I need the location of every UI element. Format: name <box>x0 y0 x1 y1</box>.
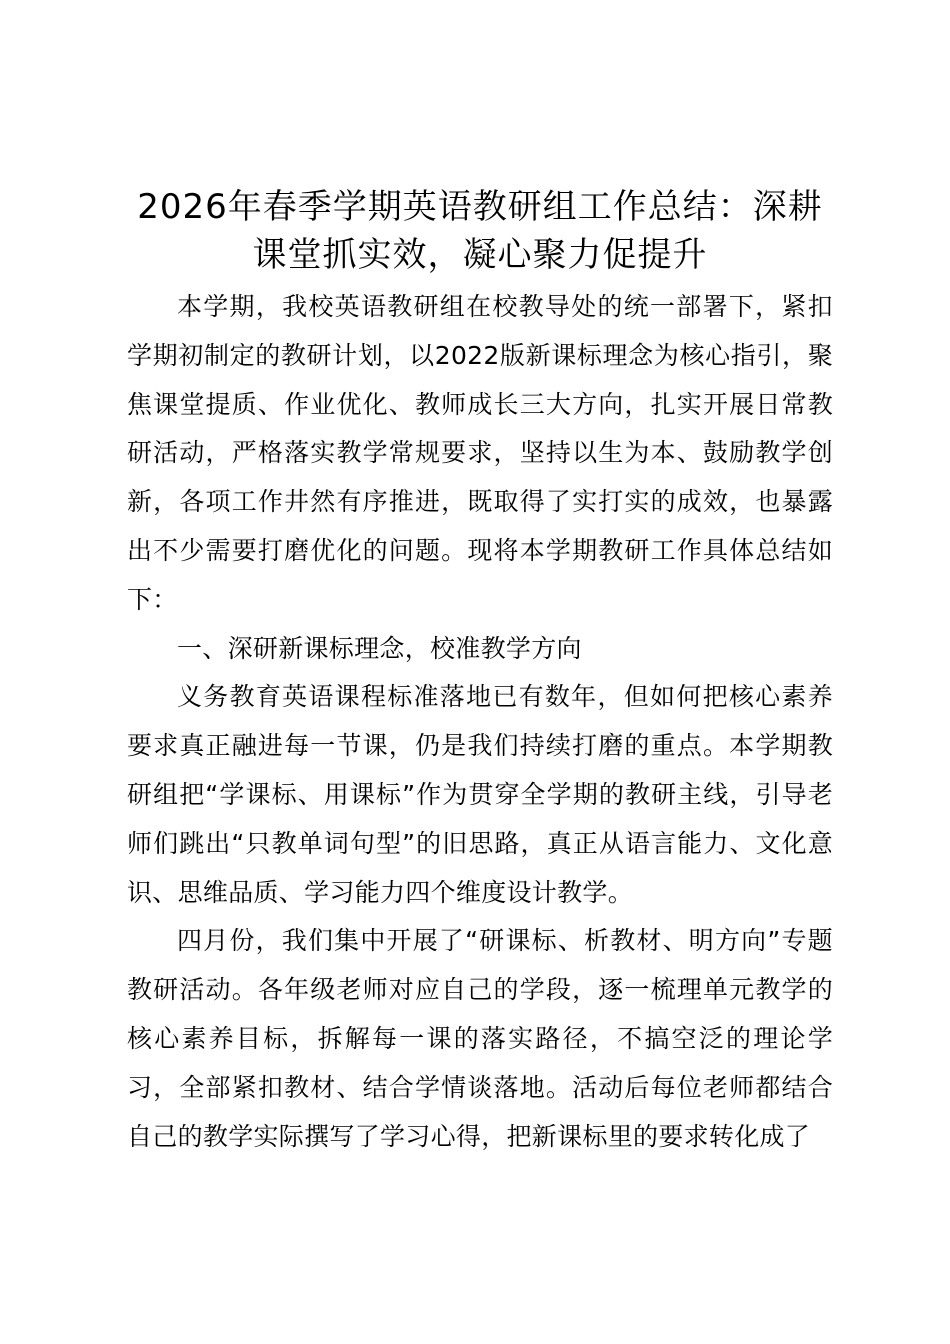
document-title: 2026年春季学期英语教研组工作总结：深耕课堂抓实效，凝心聚力促提升 <box>137 187 823 275</box>
intro-paragraph: 本学期，我校英语教研组在校教导处的统一部署下，紧扣学期初制定的教研计划，以2022版新课标理念为核心指引，聚焦课堂提质、作业优化、教师成长三大方向，扎实开展日常教研活动，严格落实教学常规要求，坚持以生为本、鼓励教学创新，各项工作井然有序推进，既取得了实打实的成效，也暴露出不少需要打磨优化的问题。现将本学期教研工作具体总结如下： <box>127 292 833 614</box>
body-paragraph: 四月份，我们集中开展了“研课标、析教材、明方向”专题教研活动。各年级老师对应自己的学段，逐一梳理单元教学的核心素养目标，拆解每一课的落实路径，不搞空泛的理论学习，全部紧扣教材、结合学情谈落地。活动后每位老师都结合自己的教学实际撰写了学习心得，把新课标里的要求转化成了 <box>127 926 833 1151</box>
document-body <box>127 183 833 1161</box>
section-heading-1: 一、深研新课标理念，校准教学方向 <box>177 633 582 663</box>
body-paragraph: 义务教育英语课程标准落地已有数年，但如何把核心素养要求真正融进每一节课，仍是我们持续打磨的重点。本学期教研组把“学课标、用课标”作为贯穿全学期的教研主线，引导老师们跳出“只教单词句型”的旧思路，真正从语言能力、文化意识、思维品质、学习能力四个维度设计教学。 <box>127 682 833 907</box>
